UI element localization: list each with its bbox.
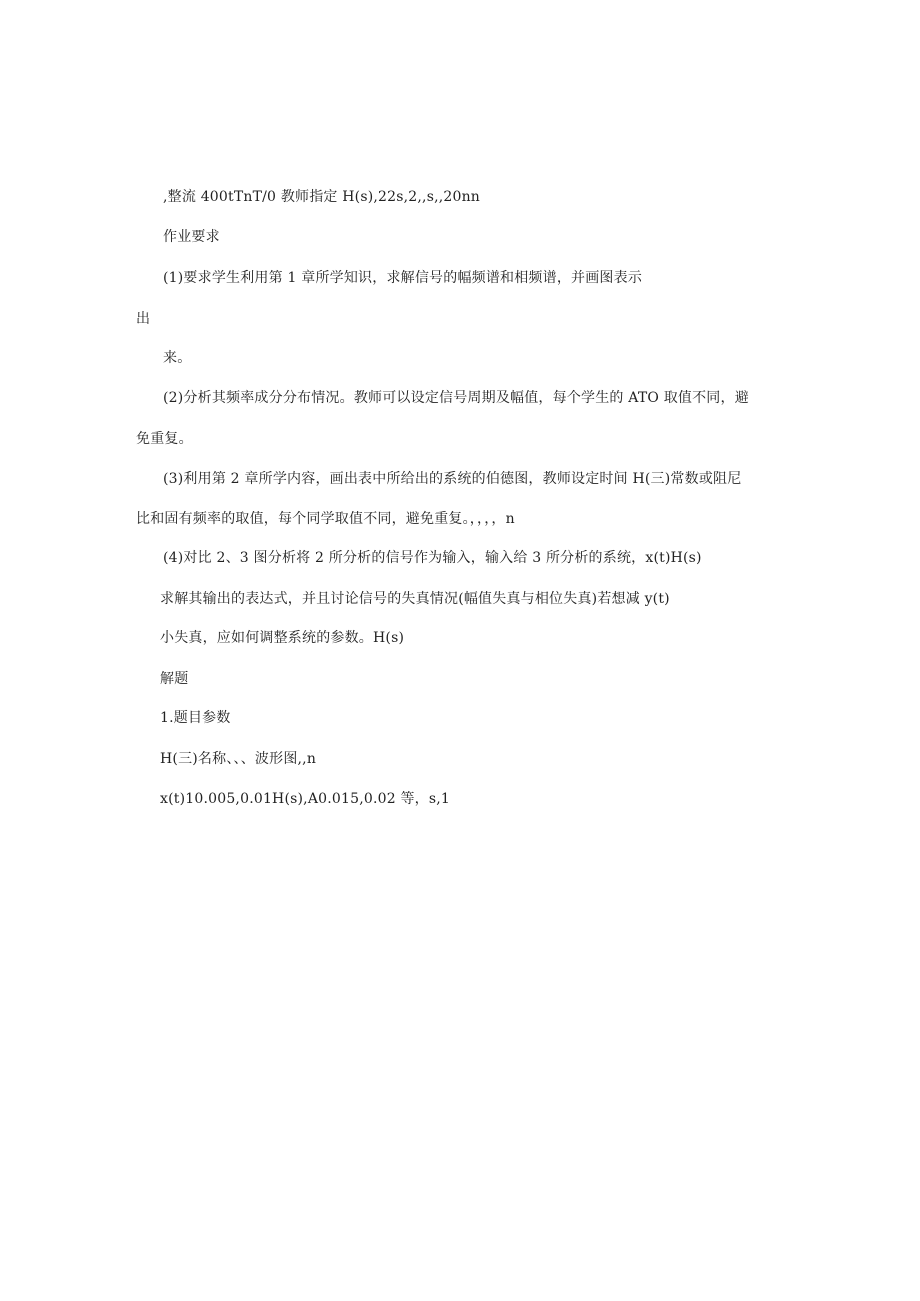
requirement-3-line-2: 比和固有频率的取值，每个同学取值不同，避免重复。，，，，n xyxy=(136,511,515,527)
requirement-1-line-2: 出 xyxy=(136,311,151,327)
text-line-params: ,整流 400tTnT/0 教师指定 H(s),22s,2,,s,,20nn xyxy=(163,189,481,205)
heading-solution: 解题 xyxy=(160,671,189,687)
requirement-4-line-1: (4)对比 2、3 图分析将 2 所分析的信号作为输入，输入给 3 所分析的系统，x(t)H(s) xyxy=(163,550,702,566)
table-values-line: x(t)10.005,0.01H(s),A0.015,0.02 等，s,1 xyxy=(160,791,451,807)
requirement-1-line-1: (1)要求学生利用第 1 章所学知识，求解信号的幅频谱和相频谱，并画图表示 xyxy=(163,270,643,286)
requirement-4-line-2: 求解其输出的表达式，并且讨论信号的失真情况(幅值失真与相位失真)若想减 y(t) xyxy=(160,591,670,607)
requirement-1-line-3: 来。 xyxy=(163,350,192,366)
heading-assignment-requirements: 作业要求 xyxy=(163,229,220,245)
table-header-line: H(三)名称、、、波形图,,n xyxy=(160,751,317,767)
requirement-4-line-3: 小失真，应如何调整系统的参数。H(s) xyxy=(160,630,405,646)
requirement-2-line-2: 免重复。 xyxy=(136,431,193,447)
heading-problem-parameters: 1.题目参数 xyxy=(160,710,231,726)
requirement-3-line-1: (3)利用第 2 章所学内容，画出表中所给出的系统的伯德图，教师设定时间 H(三)常数或阻尼 xyxy=(163,471,742,487)
requirement-2-line-1: (2)分析其频率成分分布情况。教师可以设定信号周期及幅值，每个学生的 ATO 取值不同，避 xyxy=(163,390,749,406)
